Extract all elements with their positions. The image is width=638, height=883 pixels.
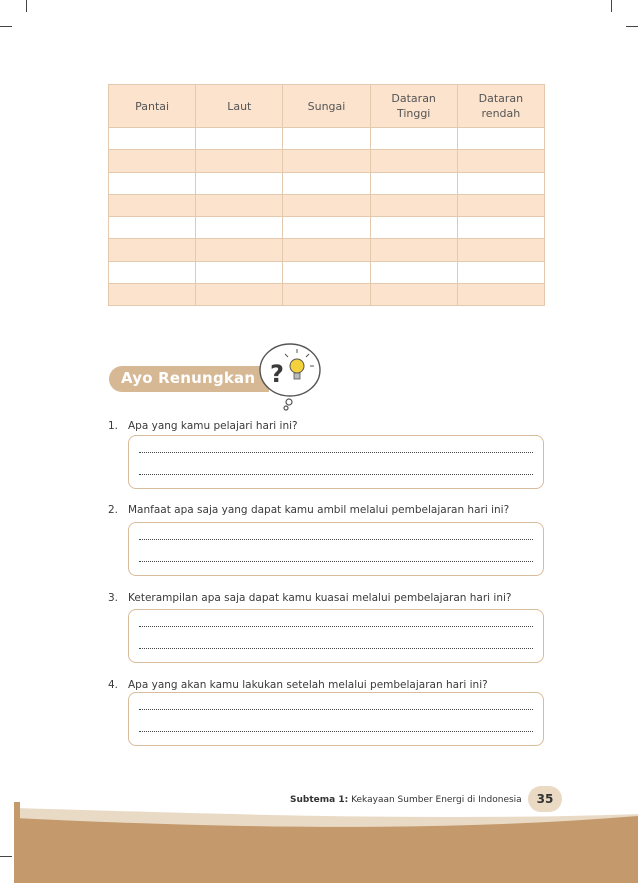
table-cell[interactable] [370,194,457,216]
answer-line [139,474,533,475]
crop-mark [0,26,12,27]
table-cell[interactable] [370,284,457,306]
subtema-label: Subtema 1: [290,795,349,805]
crop-mark [611,0,612,12]
table-row [109,150,545,172]
table-cell[interactable] [457,261,544,283]
table-cell[interactable] [196,239,283,261]
table-cell[interactable] [109,217,196,239]
answer-box-3[interactable] [128,609,544,663]
header-dataran-tinggi: Dataran Tinggi [370,85,457,128]
table-cell[interactable] [109,239,196,261]
table-cell[interactable] [283,261,370,283]
header-pantai: Pantai [109,85,196,128]
table-cell[interactable] [457,194,544,216]
section-banner [109,366,269,392]
table-cell[interactable] [457,172,544,194]
answer-line [139,709,533,710]
footer-subtema [290,795,522,805]
table-cell[interactable] [109,150,196,172]
table-header-row [109,85,545,128]
table-row [109,284,545,306]
table-cell[interactable] [283,150,370,172]
table-cell[interactable] [196,150,283,172]
table-cell[interactable] [370,150,457,172]
table-cell[interactable] [457,128,544,150]
table-cell[interactable] [370,261,457,283]
svg-text:?: ? [270,360,284,388]
answer-box-2[interactable] [128,522,544,576]
table-cell[interactable] [196,261,283,283]
table-cell[interactable] [109,194,196,216]
answer-box-1[interactable] [128,435,544,489]
question-number: 2. [108,504,119,516]
question-number: 1. [108,420,119,432]
table-cell[interactable] [196,128,283,150]
table-cell[interactable] [109,128,196,150]
table-cell[interactable] [370,239,457,261]
table-cell[interactable] [457,284,544,306]
question-text: Apa yang akan kamu lakukan setelah melalui pembelajaran hari ini? [128,679,488,691]
header-laut: Laut [196,85,283,128]
table-row [109,128,545,150]
answer-box-4[interactable] [128,692,544,746]
answer-line [139,452,533,453]
question-number: 4. [108,679,119,691]
question-text: Keterampilan apa saja dapat kamu kuasai melalui pembelajaran hari ini? [128,592,512,604]
header-sungai: Sungai [283,85,370,128]
table-row [109,217,545,239]
table-row [109,194,545,216]
table-cell[interactable] [109,172,196,194]
table-cell[interactable] [283,217,370,239]
landform-table [108,84,545,306]
table-cell[interactable] [283,239,370,261]
crop-mark [626,26,638,27]
answer-line [139,626,533,627]
table-cell[interactable] [109,261,196,283]
table-cell[interactable] [283,194,370,216]
table-row [109,261,545,283]
table-cell[interactable] [196,217,283,239]
table-cell[interactable] [283,284,370,306]
page-number: 35 [528,786,562,812]
table-cell[interactable] [196,172,283,194]
table-cell[interactable] [370,172,457,194]
table-cell[interactable] [457,239,544,261]
table-cell[interactable] [370,128,457,150]
crop-mark [26,0,27,12]
header-dataran-rendah: Dataran rendah [457,85,544,128]
table-cell[interactable] [457,150,544,172]
table-row [109,239,545,261]
table-cell[interactable] [109,284,196,306]
answer-line [139,539,533,540]
table-cell[interactable] [370,217,457,239]
question-lightbulb-icon [252,340,322,412]
table-cell[interactable] [196,194,283,216]
answer-line [139,561,533,562]
answer-line [139,648,533,649]
table-cell[interactable] [283,128,370,150]
question-text: Apa yang kamu pelajari hari ini? [128,420,298,432]
table-cell[interactable] [196,284,283,306]
section-title: Ayo Renungkan [121,369,256,387]
question-number: 3. [108,592,119,604]
question-text: Manfaat apa saja yang dapat kamu ambil melalui pembelajaran hari ini? [128,504,510,516]
table-cell[interactable] [457,217,544,239]
table-cell[interactable] [283,172,370,194]
table-row [109,172,545,194]
subtema-title: Kekayaan Sumber Energi di Indonesia [351,795,522,805]
answer-line [139,731,533,732]
